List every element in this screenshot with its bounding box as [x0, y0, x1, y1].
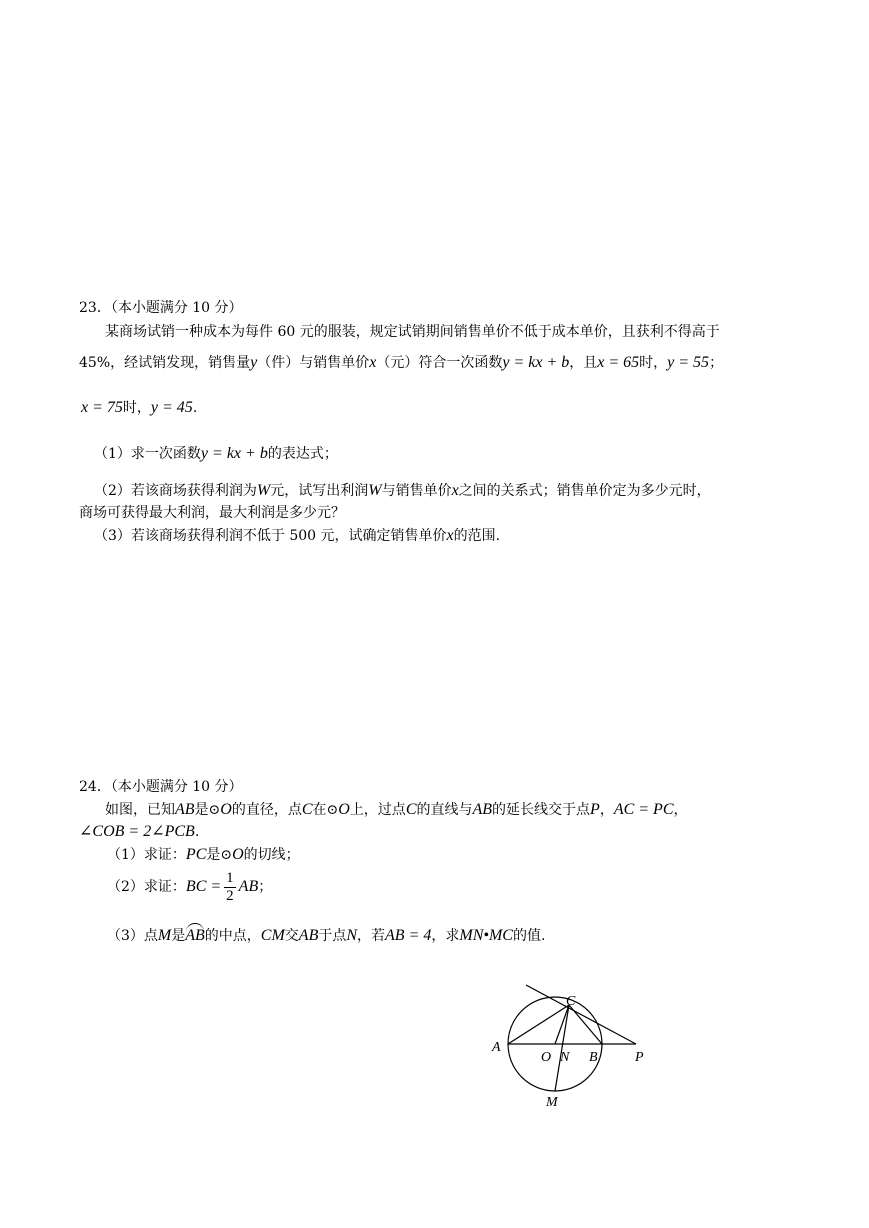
label-n: N — [560, 1050, 570, 1065]
q23-stem-line1: 某商场试销一种成本为每件 60 元的服装，规定试销期间销售单价不低于成本单价，且获利不得高于 — [105, 324, 720, 340]
label-m: M — [546, 1095, 558, 1110]
q24-header: 24．（本小题满分 10 分） — [79, 779, 243, 795]
q23-subquestion-2: （2）若该商场获得利润为W元，试写出利润W与销售单价x之间的关系式；销售单价定为多少元时， — [94, 482, 711, 499]
label-p: P — [635, 1050, 644, 1065]
q23-subquestion-2-cont: 商场可获得最大利润，最大利润是多少元？ — [79, 505, 345, 521]
tangent-line-pc — [526, 985, 636, 1044]
q23-subquestion-1: （1）求一次函数y = kx + b的表达式； — [94, 445, 338, 462]
label-o: O — [541, 1050, 552, 1065]
q23-subquestion-3: （3）若该商场获得利润不低于 500 元，试确定销售单价x的范围. — [94, 527, 501, 544]
segment-ac — [508, 1005, 569, 1044]
q24-stem-line2: ∠COB = 2∠PCB. — [79, 823, 200, 840]
fraction-one-half: $\frac{1}{2}$ — [226, 869, 234, 904]
segment-bc — [569, 1005, 602, 1044]
segment-cm — [555, 1005, 569, 1091]
label-b: B — [589, 1050, 598, 1065]
q24-subquestion-3: （3）点M是AB的中点，CM交AB于点N，若AB = 4，求MN•MC的值. — [107, 927, 546, 944]
q23-stem-line3: x = 75时，y = 45. — [81, 399, 198, 416]
arc-ab: AB — [185, 927, 205, 944]
q24-subquestion-2: （2）求证：BC = $\frac{1}{2}$ AB； — [107, 869, 273, 904]
q23-stem-line2: 45%，经试销发现，销售量y（件）与销售单价x（元）符合一次函数y = kx + b，且x = 65时，y = 55； — [79, 354, 724, 371]
label-a: A — [492, 1040, 501, 1055]
q24-subquestion-1: （1）求证：PC是⊙O的切线； — [107, 846, 300, 863]
segment-oc — [555, 1005, 569, 1044]
label-c: C — [566, 994, 576, 1009]
q24-stem-line1: 如图，已知AB是⊙O的直径，点C在⊙O上，过点C的直线与AB的延长线交于点P，AC = PC， — [105, 801, 688, 818]
geometry-figure — [480, 975, 670, 1115]
q23-header: 23．（本小题满分 10 分） — [79, 300, 243, 316]
